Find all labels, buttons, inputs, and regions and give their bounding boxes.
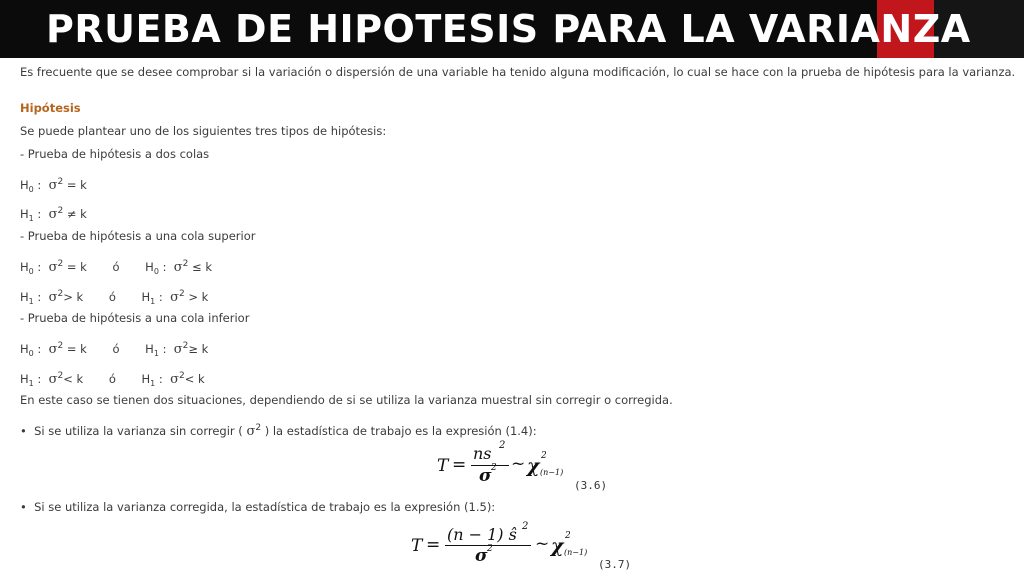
bullet-sin-corregir: • Si se utiliza la varianza sin corregir ( $\sigma^2$ ) la estadística de trabajo es la expresión (1.4):: [20, 423, 537, 439]
hyp-cola-superior-h1: $H_1$ : $\sigma^2> k$ ó $H_1$ : $\sigma^2 > k$: [20, 289, 209, 306]
bullet-corregida: • Si se utiliza la varianza corregida, la estadística de trabajo es la expresión (1.5):: [20, 500, 496, 514]
hyp-cola-inferior-h0: $H_0$ : $\sigma^2 = k$ ó $H_1$ : $\sigma^2\ge k$: [20, 341, 209, 358]
hyp-cola-superior-h0: $H_0$ : $\sigma^2 = k$ ó $H_0$ : $\sigma^2 \le k$: [20, 259, 212, 276]
equation-number-3-7: (3.7): [598, 558, 632, 571]
intro-paragraph: Es frecuente que se desee comprobar si la variación o dispersión de una variable ha tenido alguna modificación, lo cual se hace con la prueba de hipótesis para la varianza.: [20, 65, 1016, 79]
section-dos-colas: - Prueba de hipótesis a dos colas: [20, 147, 210, 161]
hyp-cola-inferior-h1: $H_1$ : $\sigma^2< k$ ó $H_1$ : $\sigma^2< k$: [20, 371, 205, 388]
plantear-text: Se puede plantear uno de los siguientes tres tipos de hipótesis:: [20, 124, 387, 138]
hyp-dos-colas-h0: $H_0$ : $\sigma^2 = k$: [20, 177, 87, 194]
bullet-dot: •: [20, 424, 35, 438]
section-cola-inferior: - Prueba de hipótesis a una cola inferior: [20, 311, 250, 325]
hipotesis-heading: Hipótesis: [20, 101, 81, 115]
section-cola-superior: - Prueba de hipótesis a una cola superior: [20, 229, 256, 243]
bullet-dot: •: [20, 500, 35, 514]
page-title: PRUEBA DE HIPOTESIS PARA LA VARIANZA: [46, 7, 971, 51]
formula-3-6: T = ns 2 σ 2 ~ χ 2 (n−1): [437, 440, 564, 486]
hyp-dos-colas-h1: $H_1$ : $\sigma^2 \ne k$: [20, 206, 87, 223]
situaciones-text: En este caso se tienen dos situaciones, dependiendo de si se utiliza la varianza muestral sin corregir o corregida.: [20, 393, 673, 407]
equation-number-3-6: (3.6): [574, 479, 608, 492]
formula-3-7: T = (n − 1) ŝ 2 σ 2 ~ χ 2 (n−1): [411, 521, 588, 566]
